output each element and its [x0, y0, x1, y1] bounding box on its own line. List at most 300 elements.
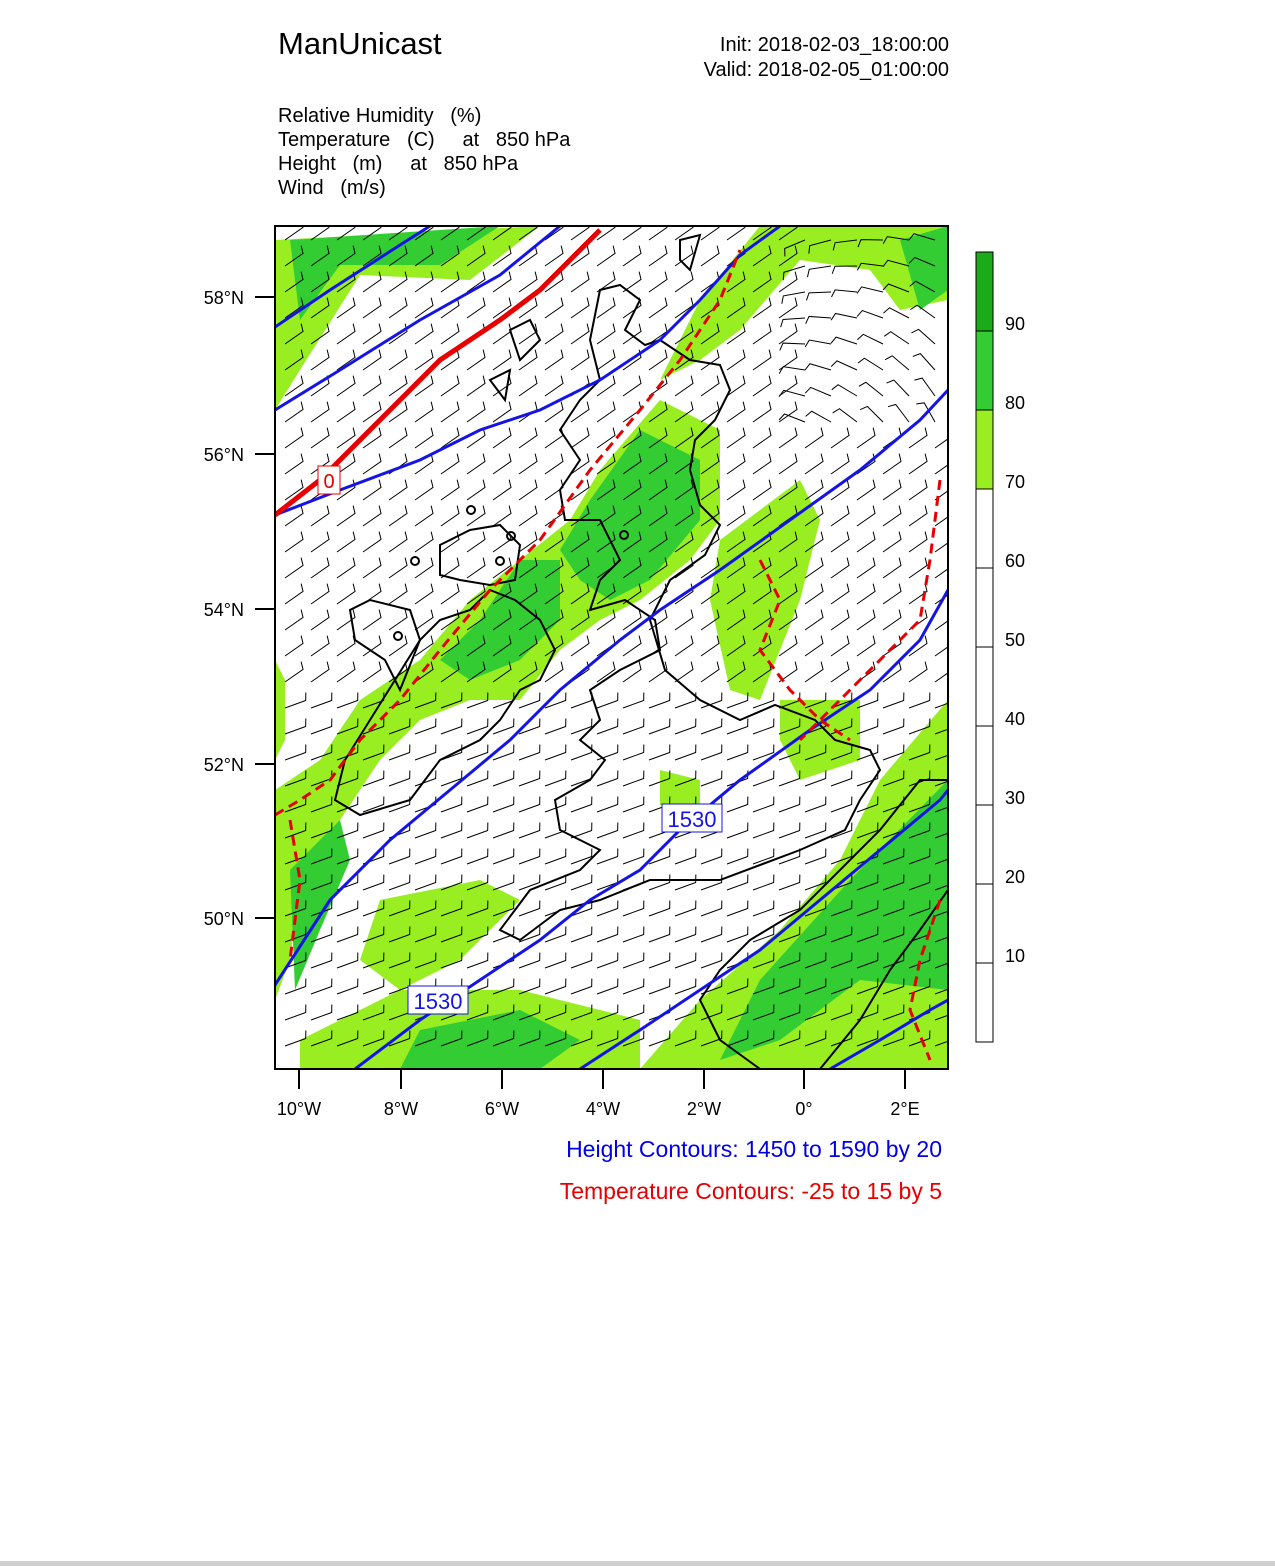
wind-barb	[519, 796, 540, 812]
wind-barb	[649, 350, 667, 370]
wind-barb	[441, 822, 462, 838]
wind-barb	[311, 428, 329, 448]
wind-barb	[913, 354, 935, 370]
wind-barb	[545, 848, 566, 864]
wind-barb	[649, 978, 670, 994]
wind-barb	[623, 926, 644, 942]
wind-barb	[311, 610, 329, 630]
wind-barb	[883, 558, 901, 578]
wind-barb	[337, 376, 355, 396]
wind-barb	[337, 900, 358, 916]
wind-barb	[337, 662, 355, 682]
wind-barb	[857, 311, 883, 318]
wind-barb	[909, 636, 927, 656]
wind-barb	[831, 584, 849, 604]
wind-barb	[805, 428, 823, 448]
wind-barb	[909, 558, 927, 578]
lat-tick-54n: 54°N	[203, 600, 244, 620]
wind-barb	[623, 796, 644, 812]
wind-barb	[441, 848, 462, 864]
lon-tick-0: 0°	[795, 1099, 813, 1119]
lat-tick-56n: 56°N	[203, 445, 244, 465]
wind-barb	[363, 822, 384, 838]
wind-barb	[363, 532, 381, 552]
wind-barb	[805, 387, 831, 396]
wind-barb	[337, 532, 355, 552]
wind-barb	[545, 246, 563, 266]
colorbar-label-80: 80	[1005, 393, 1026, 413]
wind-barb	[441, 402, 459, 422]
wind-barb	[545, 324, 563, 344]
wind-barb	[415, 822, 436, 838]
wind-barb	[389, 506, 407, 526]
wind-barb	[779, 874, 800, 890]
wind-barb	[675, 376, 693, 396]
wind-barb	[337, 952, 358, 968]
wind-barb	[415, 506, 433, 526]
wind-barb	[311, 532, 329, 552]
wind-barb	[857, 334, 883, 344]
wind-barb	[493, 506, 511, 526]
wind-barb	[805, 364, 831, 370]
wind-barb	[467, 532, 485, 552]
wind-barb	[860, 406, 883, 422]
wind-barb	[857, 610, 875, 630]
lon-tick-4w: 4°W	[585, 1099, 621, 1119]
wind-barb	[545, 744, 566, 760]
wind-barb	[623, 376, 641, 396]
wind-barb	[859, 382, 883, 396]
wind-barb	[909, 692, 930, 708]
wind-barb	[782, 292, 805, 304]
wind-barb	[753, 402, 771, 422]
wind-barb	[363, 662, 381, 682]
colorbar-bin-80-90	[976, 331, 993, 410]
wind-barb	[701, 220, 719, 240]
wind-barb	[493, 402, 511, 422]
wind-barb	[415, 558, 433, 578]
wind-barb	[727, 900, 748, 916]
lon-tick-2e: 2°E	[890, 1099, 920, 1119]
wind-barb	[571, 952, 592, 968]
wind-barb	[883, 636, 901, 656]
wind-barb	[935, 506, 953, 526]
wind-barb	[285, 662, 303, 682]
wind-barb	[285, 744, 306, 760]
lat-tick-52n: 52°N	[203, 755, 244, 775]
wind-barb	[467, 350, 485, 370]
wind-barb	[389, 298, 407, 318]
wind-barb	[727, 220, 745, 240]
wind-barb	[519, 848, 540, 864]
wind-barb	[831, 428, 849, 448]
wind-barb	[597, 402, 615, 422]
colorbar	[976, 252, 1025, 1042]
wind-barb	[675, 978, 696, 994]
wind-barb	[753, 324, 771, 344]
wind-barb	[389, 350, 407, 370]
wind-barb	[467, 848, 488, 864]
wind-barb	[389, 610, 407, 630]
colorbar-bin-30-40	[976, 726, 993, 805]
temperature-label-0: 0	[323, 471, 335, 493]
wind-barb	[753, 350, 771, 370]
wind-barb	[623, 246, 641, 266]
wind-barb	[779, 796, 800, 812]
wind-barb	[701, 662, 719, 682]
wind-barb	[493, 324, 511, 344]
wind-barb	[597, 692, 618, 708]
wind-barb	[727, 480, 745, 500]
wind-barb	[779, 367, 805, 374]
wind-barb	[883, 662, 901, 682]
wind-barb	[467, 952, 488, 968]
colorbar-label-50: 50	[1005, 630, 1026, 650]
wind-barb	[285, 636, 303, 656]
wind-barb	[675, 744, 696, 760]
wind-barb	[389, 558, 407, 578]
wind-barb	[441, 376, 459, 396]
wind-barb	[831, 361, 857, 370]
wind-barb	[831, 313, 857, 320]
wind-barb	[805, 848, 826, 864]
colorbar-label-20: 20	[1005, 867, 1026, 887]
wind-barb	[753, 796, 774, 812]
wind-barb	[441, 718, 462, 734]
wind-barb	[753, 770, 774, 786]
wind-barb	[727, 428, 745, 448]
wind-barb	[883, 506, 901, 526]
wind-barb	[806, 316, 831, 323]
wind-barb	[467, 822, 488, 838]
wind-barb	[805, 822, 826, 838]
wind-barb	[441, 796, 462, 812]
wind-barb	[753, 376, 771, 396]
wind-barb	[285, 718, 306, 734]
colorbar-bin-0-10	[976, 963, 993, 1042]
wind-barb	[571, 822, 592, 838]
wind-barb	[831, 290, 857, 297]
wind-barb	[285, 558, 303, 578]
wind-barb	[571, 978, 592, 994]
chart-title: ManUnicast	[278, 26, 442, 61]
wind-barb	[857, 584, 875, 604]
wind-barb	[311, 718, 332, 734]
page-bottom-rule	[0, 1561, 1275, 1566]
wind-barb	[831, 558, 849, 578]
field-rh-label: Relative Humidity (%)	[278, 105, 482, 127]
wind-barb	[571, 770, 592, 786]
wind-barb	[701, 744, 722, 760]
wind-barb	[649, 692, 670, 708]
field-wind-label: Wind (m/s)	[278, 177, 386, 199]
wind-barb	[285, 584, 303, 604]
wind-barb	[311, 978, 332, 994]
wind-barb	[441, 480, 459, 500]
wind-barb	[467, 480, 485, 500]
wind-barb	[597, 796, 618, 812]
wind-barb	[909, 480, 927, 500]
wind-barb	[415, 324, 433, 344]
wind-barb	[935, 532, 953, 552]
wind-barb	[911, 329, 935, 344]
wind-barb	[909, 532, 927, 552]
wind-barb	[493, 480, 511, 500]
wind-barb	[701, 770, 722, 786]
wind-barb	[779, 324, 797, 344]
wind-barb	[285, 402, 303, 422]
colorbar-bin-70-80	[976, 410, 993, 489]
wind-barb	[805, 636, 823, 656]
wind-barb	[363, 610, 381, 630]
colorbar-label-60: 60	[1005, 551, 1026, 571]
wind-barb	[363, 298, 381, 318]
wind-barb	[571, 324, 589, 344]
wind-barb	[831, 610, 849, 630]
wind-barb	[597, 350, 615, 370]
wind-barb	[493, 926, 514, 942]
wind-barb	[519, 900, 540, 916]
lon-axis	[299, 1069, 905, 1089]
height-label-1530-west: 1530	[413, 989, 463, 1014]
wind-barb	[675, 272, 693, 292]
lon-tick-6w: 6°W	[484, 1099, 520, 1119]
wind-barb	[649, 900, 670, 916]
wind-barb	[701, 376, 719, 396]
wind-barb	[753, 900, 774, 916]
wind-barb	[805, 340, 831, 347]
wind-barb	[883, 584, 901, 604]
wind-barb	[493, 874, 514, 890]
wind-barb	[285, 454, 303, 474]
wind-barb	[571, 926, 592, 942]
wind-barb	[597, 900, 618, 916]
wind-barb	[389, 584, 407, 604]
wind-barb	[675, 636, 693, 656]
wind-barb	[363, 978, 384, 994]
wind-barb	[623, 692, 644, 708]
wind-barb	[571, 350, 589, 370]
wind-barb	[285, 428, 303, 448]
wind-barb	[649, 246, 667, 266]
wind-barb	[311, 692, 332, 708]
wind-barb	[337, 978, 358, 994]
wind-barb	[467, 454, 485, 474]
wind-barb	[311, 402, 329, 422]
wind-barb	[415, 848, 436, 864]
wind-barb	[545, 298, 563, 318]
wind-barb	[727, 744, 748, 760]
wind-barb	[363, 506, 381, 526]
wind-barb	[493, 718, 514, 734]
wind-barb	[545, 718, 566, 734]
wind-barb	[753, 822, 774, 838]
wind-barb	[831, 454, 849, 474]
wind-barb	[467, 558, 485, 578]
wind-barb	[779, 402, 797, 422]
wind-barb	[753, 428, 771, 448]
wind-barb	[363, 636, 381, 656]
wind-barb	[779, 414, 805, 422]
wind-barb	[415, 874, 436, 890]
wind-barb	[701, 874, 722, 890]
wind-barb	[389, 532, 407, 552]
wind-barb	[727, 848, 748, 864]
wind-barb	[883, 610, 901, 630]
wind-barb	[415, 610, 433, 630]
lat-axis	[255, 297, 275, 918]
wind-barb	[675, 662, 693, 682]
wind-barb	[649, 272, 667, 292]
wind-barb	[597, 874, 618, 890]
wind-barb	[519, 272, 537, 292]
wind-barb	[311, 636, 329, 656]
wind-barb	[467, 506, 485, 526]
wind-barb	[831, 337, 857, 344]
wind-barb	[415, 584, 433, 604]
wind-barb	[623, 744, 644, 760]
wind-barb	[337, 926, 358, 942]
wind-barb	[311, 952, 332, 968]
wind-barb	[545, 350, 563, 370]
wind-barb	[886, 380, 909, 396]
wind-barb	[753, 480, 771, 500]
wind-barb	[727, 454, 745, 474]
height-label-1530-east: 1530	[667, 807, 717, 832]
wind-barb	[285, 532, 303, 552]
wind-barb	[285, 1004, 306, 1020]
wind-barb	[597, 926, 618, 942]
colorbar-label-30: 30	[1005, 788, 1026, 808]
wind-barb	[311, 350, 329, 370]
wind-barb	[493, 454, 511, 474]
wind-barb	[831, 532, 849, 552]
wind-barb	[285, 692, 306, 708]
wind-barb	[779, 428, 797, 448]
wind-barb	[727, 718, 748, 734]
wind-barb	[337, 558, 355, 578]
field-height-label: Height (m) at 850 hPa	[278, 153, 519, 175]
wind-barb	[675, 610, 693, 630]
wind-barb	[311, 558, 329, 578]
wind-barb	[597, 822, 618, 838]
wind-barb	[441, 454, 459, 474]
colorbar-bin-20-30	[976, 805, 993, 884]
wind-barb	[914, 378, 935, 396]
wind-barb	[363, 874, 384, 890]
wind-barb	[727, 350, 745, 370]
wind-barb	[311, 662, 329, 682]
wind-barb	[649, 874, 670, 890]
wind-barb	[909, 506, 927, 526]
wind-barb	[753, 874, 774, 890]
wind-barb	[597, 952, 618, 968]
wind-barb	[909, 454, 927, 474]
wind-barb	[545, 952, 566, 968]
wind-barb	[623, 848, 644, 864]
wind-barb	[884, 332, 909, 344]
wind-barb	[571, 692, 592, 708]
wind-barb	[597, 298, 615, 318]
wind-barb	[832, 385, 857, 396]
colorbar-label-90: 90	[1005, 314, 1026, 334]
wind-barb	[675, 848, 696, 864]
wind-barb	[545, 770, 566, 786]
wind-barb	[805, 610, 823, 630]
wind-barb	[623, 900, 644, 916]
wind-barb	[675, 718, 696, 734]
wind-barb	[571, 796, 592, 812]
wind-barb	[623, 220, 641, 240]
wind-barb	[857, 718, 878, 734]
wind-barb	[805, 584, 823, 604]
wind-barb	[467, 744, 488, 760]
wind-barb	[623, 718, 644, 734]
wind-barb	[389, 796, 410, 812]
wind-barb	[857, 428, 875, 448]
wind-barb	[285, 610, 303, 630]
colorbar-label-40: 40	[1005, 709, 1026, 729]
wind-barb	[883, 454, 901, 474]
wind-barb	[701, 636, 719, 656]
wind-barb	[493, 428, 511, 448]
wind-barb	[623, 978, 644, 994]
wind-barb	[389, 770, 410, 786]
wind-barb	[831, 770, 852, 786]
wind-barb	[727, 376, 745, 396]
wind-barb	[571, 220, 589, 240]
wind-barb	[519, 480, 537, 500]
wind-barb	[883, 718, 904, 734]
wind-barb	[545, 376, 563, 396]
wind-barb	[389, 428, 407, 448]
lon-tick-2w: 2°W	[686, 1099, 722, 1119]
lon-tick-8w: 8°W	[383, 1099, 419, 1119]
wind-barb	[779, 822, 800, 838]
wind-barb	[597, 770, 618, 786]
wind-barb	[805, 796, 826, 812]
wind-barb	[519, 428, 537, 448]
wind-barb	[389, 874, 410, 890]
wind-barb	[623, 952, 644, 968]
wind-barb	[857, 558, 875, 578]
wind-barb	[467, 796, 488, 812]
init-time: Init: 2018-02-03_18:00:00	[719, 34, 949, 56]
wind-barb	[389, 848, 410, 864]
wind-barb	[337, 324, 355, 344]
wind-barb	[363, 480, 381, 500]
wind-barb	[857, 636, 875, 656]
wind-barb	[806, 292, 831, 300]
wind-barb	[571, 428, 589, 448]
wind-barb	[935, 558, 953, 578]
wind-barb	[883, 308, 909, 318]
wind-barb	[623, 770, 644, 786]
temperature-contour-note: Temperature Contours: -25 to 15 by 5	[559, 1178, 942, 1204]
wind-barb	[675, 874, 696, 890]
wind-barb	[493, 350, 511, 370]
wind-barb	[545, 822, 566, 838]
wind-barb	[649, 744, 670, 760]
wind-barb	[597, 744, 618, 760]
wind-barb	[519, 770, 540, 786]
wind-barb	[675, 926, 696, 942]
wind-barb	[415, 480, 433, 500]
colorbar-bin-40-50	[976, 647, 993, 726]
wind-barb	[571, 402, 589, 422]
wind-barb	[935, 584, 953, 604]
wind-barb	[858, 358, 883, 370]
